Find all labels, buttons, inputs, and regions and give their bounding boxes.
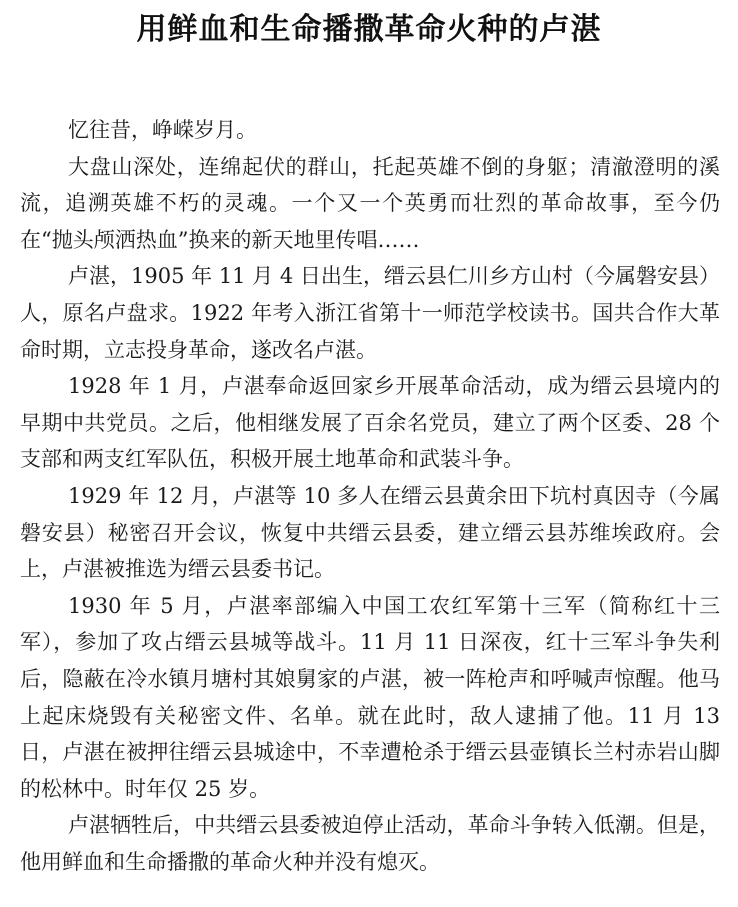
paragraph-biography: 卢湛，1905 年 11 月 4 日出生，缙云县仁川乡方山村（今属磐安县）人，原名卢盘求。1922 年考入浙江省第十一师范学校读书。国共合作大革命时期，立志投身革命，遂改名卢湛。 [20,264,720,362]
paragraph-1928: 1928 年 1 月，卢湛奉命返回家乡开展革命活动，成为缙云县境内的早期中共党员。之后，他相继发展了百余名党员，建立了两个区委、28 个支部和两支红军队伍，积极开展土地革命和武装斗争。 [20,374,720,472]
paragraph-opening: 忆往昔，峥嵘岁月。 [68,118,257,142]
article-body [20,112,720,880]
paragraph-aftermath: 卢湛牺牲后，中共缙云县委被迫停止活动，革命斗争转入低潮。但是，他用鲜血和生命播撒的革命火种并没有熄灭。 [20,813,720,874]
paragraph-1930: 1930 年 5 月，卢湛率部编入中国工农红军第十三军（简称红十三军），参加了攻占缙云县城等战斗。11 月 11 日深夜，红十三军斗争失利后，隐蔽在冷水镇月塘村其娘舅家的卢湛，被一阵枪声和呼喊声惊醒。他马上起床烧毁有关秘密文件、名单。就在此时，敌人逮捕了他。11 月 13 日，卢湛在被押往缙云县城途中，不幸遭枪杀于缙云县壶镇长兰村赤岩山脚的松林中。时年仅 25 岁。 [20,593,720,801]
paragraph-1929: 1929 年 12 月，卢湛等 10 多人在缙云县黄余田下坑村真因寺（今属磐安县）秘密召开会议，恢复中共缙云县委，建立缙云县苏维埃政府。会上，卢湛被推选为缙云县委书记。 [20,483,720,582]
paragraph-mountains: 大盘山深处，连绵起伏的群山，托起英雄不倒的身躯；清澈澄明的溪流，追溯英雄不朽的灵魂。一个又一个英勇而壮烈的革命故事，至今仍在“抛头颅洒热血”换来的新天地里传唱…… [20,154,720,252]
article-title: 用鲜血和生命播撒革命火种的卢湛 [136,12,602,47]
